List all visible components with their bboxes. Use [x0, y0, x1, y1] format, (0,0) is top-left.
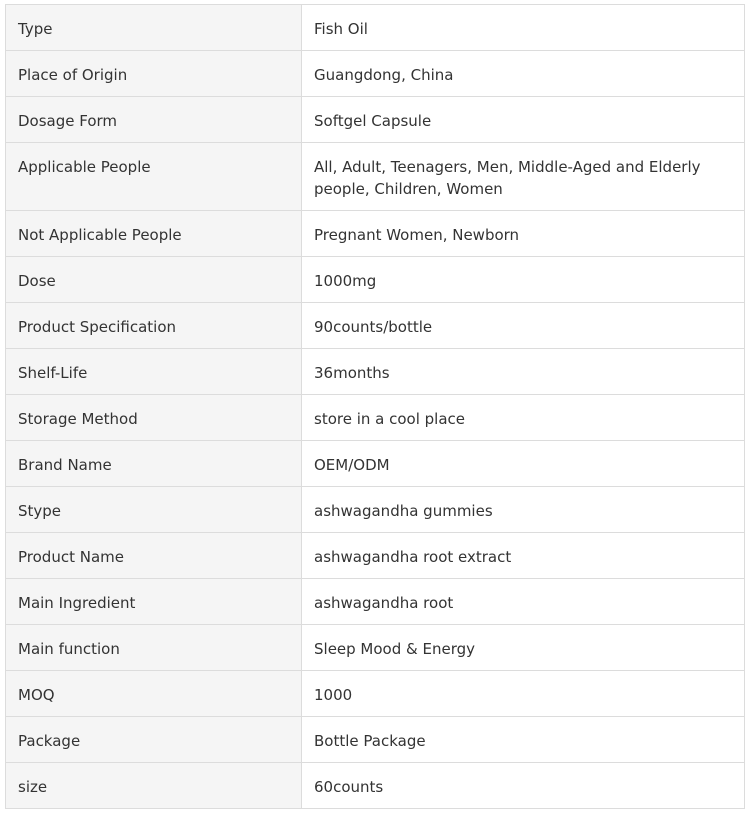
spec-value-package: Bottle Package — [302, 717, 745, 763]
spec-label-not-applicable-people: Not Applicable People — [6, 211, 302, 257]
spec-value-place-of-origin: Guangdong, China — [302, 51, 745, 97]
spec-label-main-function: Main function — [6, 625, 302, 671]
spec-label-dosage-form: Dosage Form — [6, 97, 302, 143]
spec-value-product-specification: 90counts/bottle — [302, 303, 745, 349]
table-row — [6, 211, 745, 257]
spec-value-product-name: ashwagandha root extract — [302, 533, 745, 579]
spec-value-moq: 1000 — [302, 671, 745, 717]
spec-label-package: Package — [6, 717, 302, 763]
table-row — [6, 303, 745, 349]
spec-value-brand-name: OEM/ODM — [302, 441, 745, 487]
spec-label-main-ingredient: Main Ingredient — [6, 579, 302, 625]
table-row — [6, 5, 745, 51]
table-row — [6, 143, 745, 211]
spec-value-dose: 1000mg — [302, 257, 745, 303]
spec-label-type: Type — [6, 5, 302, 51]
spec-label-product-specification: Product Specification — [6, 303, 302, 349]
spec-value-stype: ashwagandha gummies — [302, 487, 745, 533]
spec-value-not-applicable-people: Pregnant Women, Newborn — [302, 211, 745, 257]
spec-label-applicable-people: Applicable People — [6, 143, 302, 211]
table-row — [6, 441, 745, 487]
spec-label-product-name: Product Name — [6, 533, 302, 579]
spec-table-body — [6, 5, 745, 809]
table-row — [6, 579, 745, 625]
spec-label-stype: Stype — [6, 487, 302, 533]
spec-label-place-of-origin: Place of Origin — [6, 51, 302, 97]
spec-value-main-function: Sleep Mood & Energy — [302, 625, 745, 671]
table-row — [6, 763, 745, 809]
spec-label-brand-name: Brand Name — [6, 441, 302, 487]
spec-value-size: 60counts — [302, 763, 745, 809]
spec-label-size: size — [6, 763, 302, 809]
table-row — [6, 671, 745, 717]
spec-value-main-ingredient: ashwagandha root — [302, 579, 745, 625]
table-row — [6, 717, 745, 763]
spec-value-storage-method: store in a cool place — [302, 395, 745, 441]
table-row — [6, 51, 745, 97]
spec-value-shelf-life: 36months — [302, 349, 745, 395]
spec-label-moq: MOQ — [6, 671, 302, 717]
spec-value-type: Fish Oil — [302, 5, 745, 51]
spec-label-storage-method: Storage Method — [6, 395, 302, 441]
spec-label-shelf-life: Shelf-Life — [6, 349, 302, 395]
table-row — [6, 257, 745, 303]
product-spec-table — [5, 4, 745, 809]
spec-value-dosage-form: Softgel Capsule — [302, 97, 745, 143]
table-row — [6, 487, 745, 533]
table-row — [6, 395, 745, 441]
spec-value-applicable-people: All, Adult, Teenagers, Men, Middle-Aged and Elderly people, Children, Women — [302, 143, 745, 211]
spec-label-dose: Dose — [6, 257, 302, 303]
table-row — [6, 349, 745, 395]
table-row — [6, 625, 745, 671]
table-row — [6, 533, 745, 579]
table-row — [6, 97, 745, 143]
